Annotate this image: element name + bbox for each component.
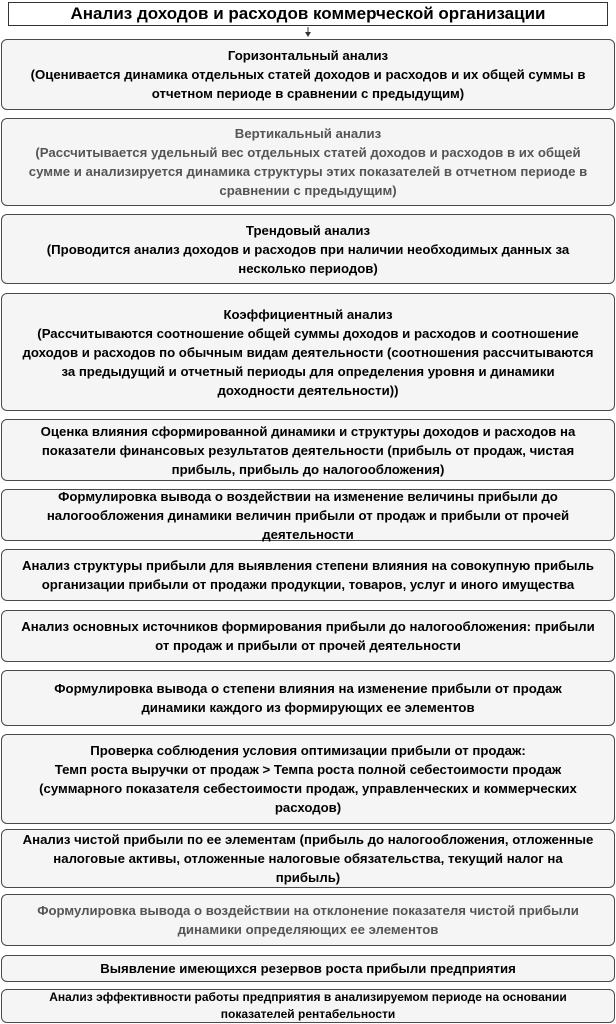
block-line: (Оценивается динамика отдельных статей доходов и расходов и их общей суммы в <box>30 67 586 82</box>
block-line: Анализ чистой прибыли по ее элементам (прибыль до налогообложения, отложенные <box>22 832 594 847</box>
block-line: Вертикальный анализ <box>234 126 382 141</box>
arrow-down-icon <box>304 27 312 37</box>
block-main-sources <box>1 610 615 662</box>
block-impact-assessment <box>1 419 615 481</box>
block-optimization-check <box>1 734 615 824</box>
block-horizontal <box>1 39 615 110</box>
block-line: Оценка влияния сформированной динамики и структуры доходов и расходов на <box>40 423 576 439</box>
block-line: от продаж и прибыли от прочей деятельности <box>155 638 461 653</box>
block-line: (Рассчитывается удельный вес отдельных статей доходов и расходов в их общей <box>35 145 581 160</box>
block-conclusion-pretax <box>1 489 615 541</box>
block-line: Анализ эффективности работы предприятия в анализируемом периоде на основании <box>49 990 567 1004</box>
block-line: расходов) <box>274 800 342 815</box>
block-line: Формулировка вывода о воздействии на отклонение показателя чистой прибыли <box>37 903 579 918</box>
block-conclusion-sales <box>1 670 615 726</box>
block-line: деятельности <box>262 526 354 542</box>
block-conclusion-net <box>1 894 615 946</box>
block-line: организации прибыли от продажи продукции, товаров, услуг и иного имущества <box>41 577 575 592</box>
block-line: доходов и расходов по обычным видам деятельности (соотношения рассчитываются <box>22 344 594 360</box>
block-line: несколько периодов) <box>238 260 378 276</box>
diagram-title: Анализ доходов и расходов коммерческой организации <box>8 2 608 26</box>
block-line: показателей рентабельности <box>220 1007 396 1021</box>
block-trend <box>1 214 615 284</box>
block-profit-structure <box>1 549 615 601</box>
block-line: прибыль, прибыль до налогообложения) <box>171 461 445 477</box>
block-line: Трендовый анализ <box>245 222 371 238</box>
block-line: Формулировка вывода о воздействии на изменение величины прибыли до <box>58 488 558 504</box>
block-line: за предыдущий и отчетный периоды для определения уровня и динамики <box>61 363 555 379</box>
block-line: динамики каждого из формирующих ее элементов <box>141 700 475 715</box>
block-line: отчетном периоде в сравнении с предыдущим) <box>151 86 465 101</box>
block-vertical <box>1 118 615 206</box>
block-efficiency <box>1 989 615 1023</box>
block-line: Проверка соблюдения условия оптимизации прибыли от продаж: <box>90 743 526 758</box>
block-line: Коэффициентный анализ <box>223 306 393 322</box>
block-line: Горизонтальный анализ <box>227 48 389 63</box>
block-line: прибыль) <box>275 870 341 885</box>
block-line: Выявление имеющихся резервов роста прибыли предприятия <box>100 961 516 976</box>
block-line: Темп роста выручки от продаж > Темпа роста полной себестоимости продаж <box>54 762 562 777</box>
block-line: доходности деятельности)) <box>217 382 399 398</box>
block-line: Анализ структуры прибыли для выявления степени влияния на совокупную прибыль <box>21 558 594 573</box>
block-line: сравнении с предыдущим) <box>219 183 397 198</box>
block-line: Анализ основных источников формирования прибыли до налогообложения: прибыли <box>21 619 595 634</box>
block-line: сумме и анализируется динамика структуры этих показателей в отчетном периоде в <box>28 164 588 179</box>
block-line: (Проводится анализ доходов и расходов при наличии необходимых данных за <box>46 241 570 257</box>
block-line: показатели финансовых результатов деятельности (прибыль от продаж, чистая <box>41 442 575 458</box>
block-reserves <box>1 955 615 982</box>
block-line: (Рассчитываются соотношение общей суммы доходов и расходов и соотношение <box>37 325 579 341</box>
block-line: (суммарного показателя себестоимости продаж, управленческих и коммерческих <box>39 781 577 796</box>
block-line: Формулировка вывода о степени влияния на изменение прибыли от продаж <box>54 681 562 696</box>
block-line: налогообложения динамики величин прибыли от продаж и прибыли от прочей <box>46 507 570 523</box>
block-coefficient <box>1 293 615 411</box>
block-net-profit <box>1 829 615 888</box>
block-line: динамики определяющих ее элементов <box>177 922 439 937</box>
block-line: налоговые активы, отложенные налоговые обязательства, текущий налог на <box>53 851 563 866</box>
